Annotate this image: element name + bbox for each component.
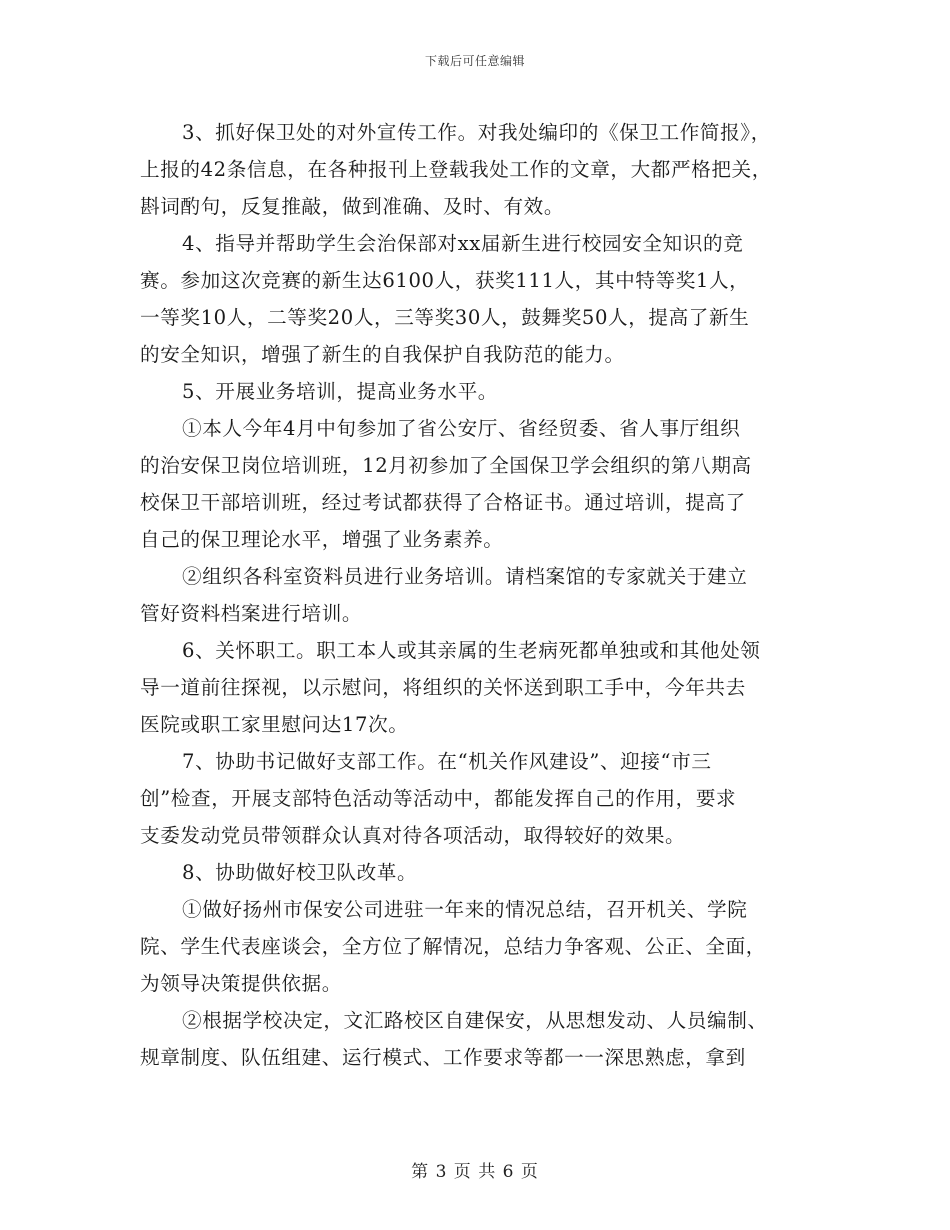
paragraph-8-2-self-built-security: [140, 1002, 820, 1076]
text-line: 校保卫干部培训班，经过考试都获得了合格证书。通过培训，提高了: [140, 491, 746, 514]
paragraph-7-branch-work: [140, 743, 820, 854]
text-line: 上报的42条信息，在各种报刊上登载我处工作的文章，大都严格把关，: [140, 158, 772, 181]
page-header: 下载后可任意编辑: [424, 54, 525, 68]
paragraph-4-safety-contest: [140, 225, 820, 373]
text-line: 管好资料档案进行培训。: [140, 602, 363, 625]
paragraph-8-1-summary: [140, 891, 820, 1002]
text-line: ①做好扬州市保安公司进驻一年来的情况总结，召开机关、学院: [182, 898, 748, 921]
text-line: 医院或职工家里慰问达17次。: [140, 713, 409, 736]
text-line: ①本人今年4月中旬参加了省公安厅、省经贸委、省人事厅组织: [182, 417, 741, 440]
text-line: 导一道前往探视，以示慰问，将组织的关怀送到职工手中，今年共去: [140, 676, 746, 699]
text-line: 规章制度、队伍组建、运行模式、工作要求等都一一深思熟虑，拿到: [140, 1046, 746, 1069]
text-line: 7、协助书记做好支部工作。在“机关作风建设”、迎接“市三: [182, 750, 712, 773]
text-line: ②组织各科室资料员进行业务培训。请档案馆的专家就关于建立: [182, 565, 748, 588]
paragraph-5-2-staff-training: [140, 558, 820, 632]
text-line: 5、开展业务培训，提高业务水平。: [182, 380, 498, 403]
text-line: 为领导决策提供依据。: [140, 972, 342, 995]
page-number: 第 3 页 共 6 页: [411, 1162, 539, 1182]
paragraph-6-staff-care: [140, 632, 820, 743]
paragraph-5-training-heading: [140, 373, 820, 410]
text-line: ②根据学校决定，文汇路校区自建保安，从思想发动、人员编制、: [182, 1009, 768, 1032]
paragraph-8-guard-reform-heading: [140, 854, 820, 891]
text-line: 3、抓好保卫处的对外宣传工作。对我处编印的《保卫工作简报》，: [182, 121, 771, 144]
text-line: 支委发动党员带领群众认真对待各项活动，取得较好的效果。: [140, 824, 686, 847]
paragraph-3-publicity: [140, 114, 820, 225]
text-line: 的治安保卫岗位培训班，12月初参加了全国保卫学会组织的第八期高: [140, 454, 752, 477]
text-line: 自己的保卫理论水平，增强了业务素养。: [140, 528, 504, 551]
text-line: 8、协助做好校卫队改革。: [182, 861, 418, 884]
text-line: 院、学生代表座谈会，全方位了解情况，总结力争客观、公正、全面，: [140, 935, 767, 958]
text-line: 创”检查，开展支部特色活动等活动中，都能发挥自己的作用，要求: [140, 787, 737, 810]
text-line: 6、关怀职工。职工本人或其亲属的生老病死都单独或和其他处领: [182, 639, 761, 662]
text-line: 赛。参加这次竞赛的新生达6100人，获奖111人，其中特等奖1人，: [140, 269, 750, 292]
text-line: 的安全知识，增强了新生的自我保护自我防范的能力。: [140, 343, 625, 366]
document-body: [140, 114, 820, 1076]
text-line: 一等奖10人，二等奖20人，三等奖30人，鼓舞奖50人，提高了新生: [140, 306, 750, 329]
text-line: 斟词酌句，反复推敲，做到准确、及时、有效。: [140, 195, 565, 218]
paragraph-5-1-personal-training: [140, 410, 820, 558]
text-line: 4、指导并帮助学生会治保部对xx届新生进行校园安全知识的竞: [182, 232, 744, 255]
